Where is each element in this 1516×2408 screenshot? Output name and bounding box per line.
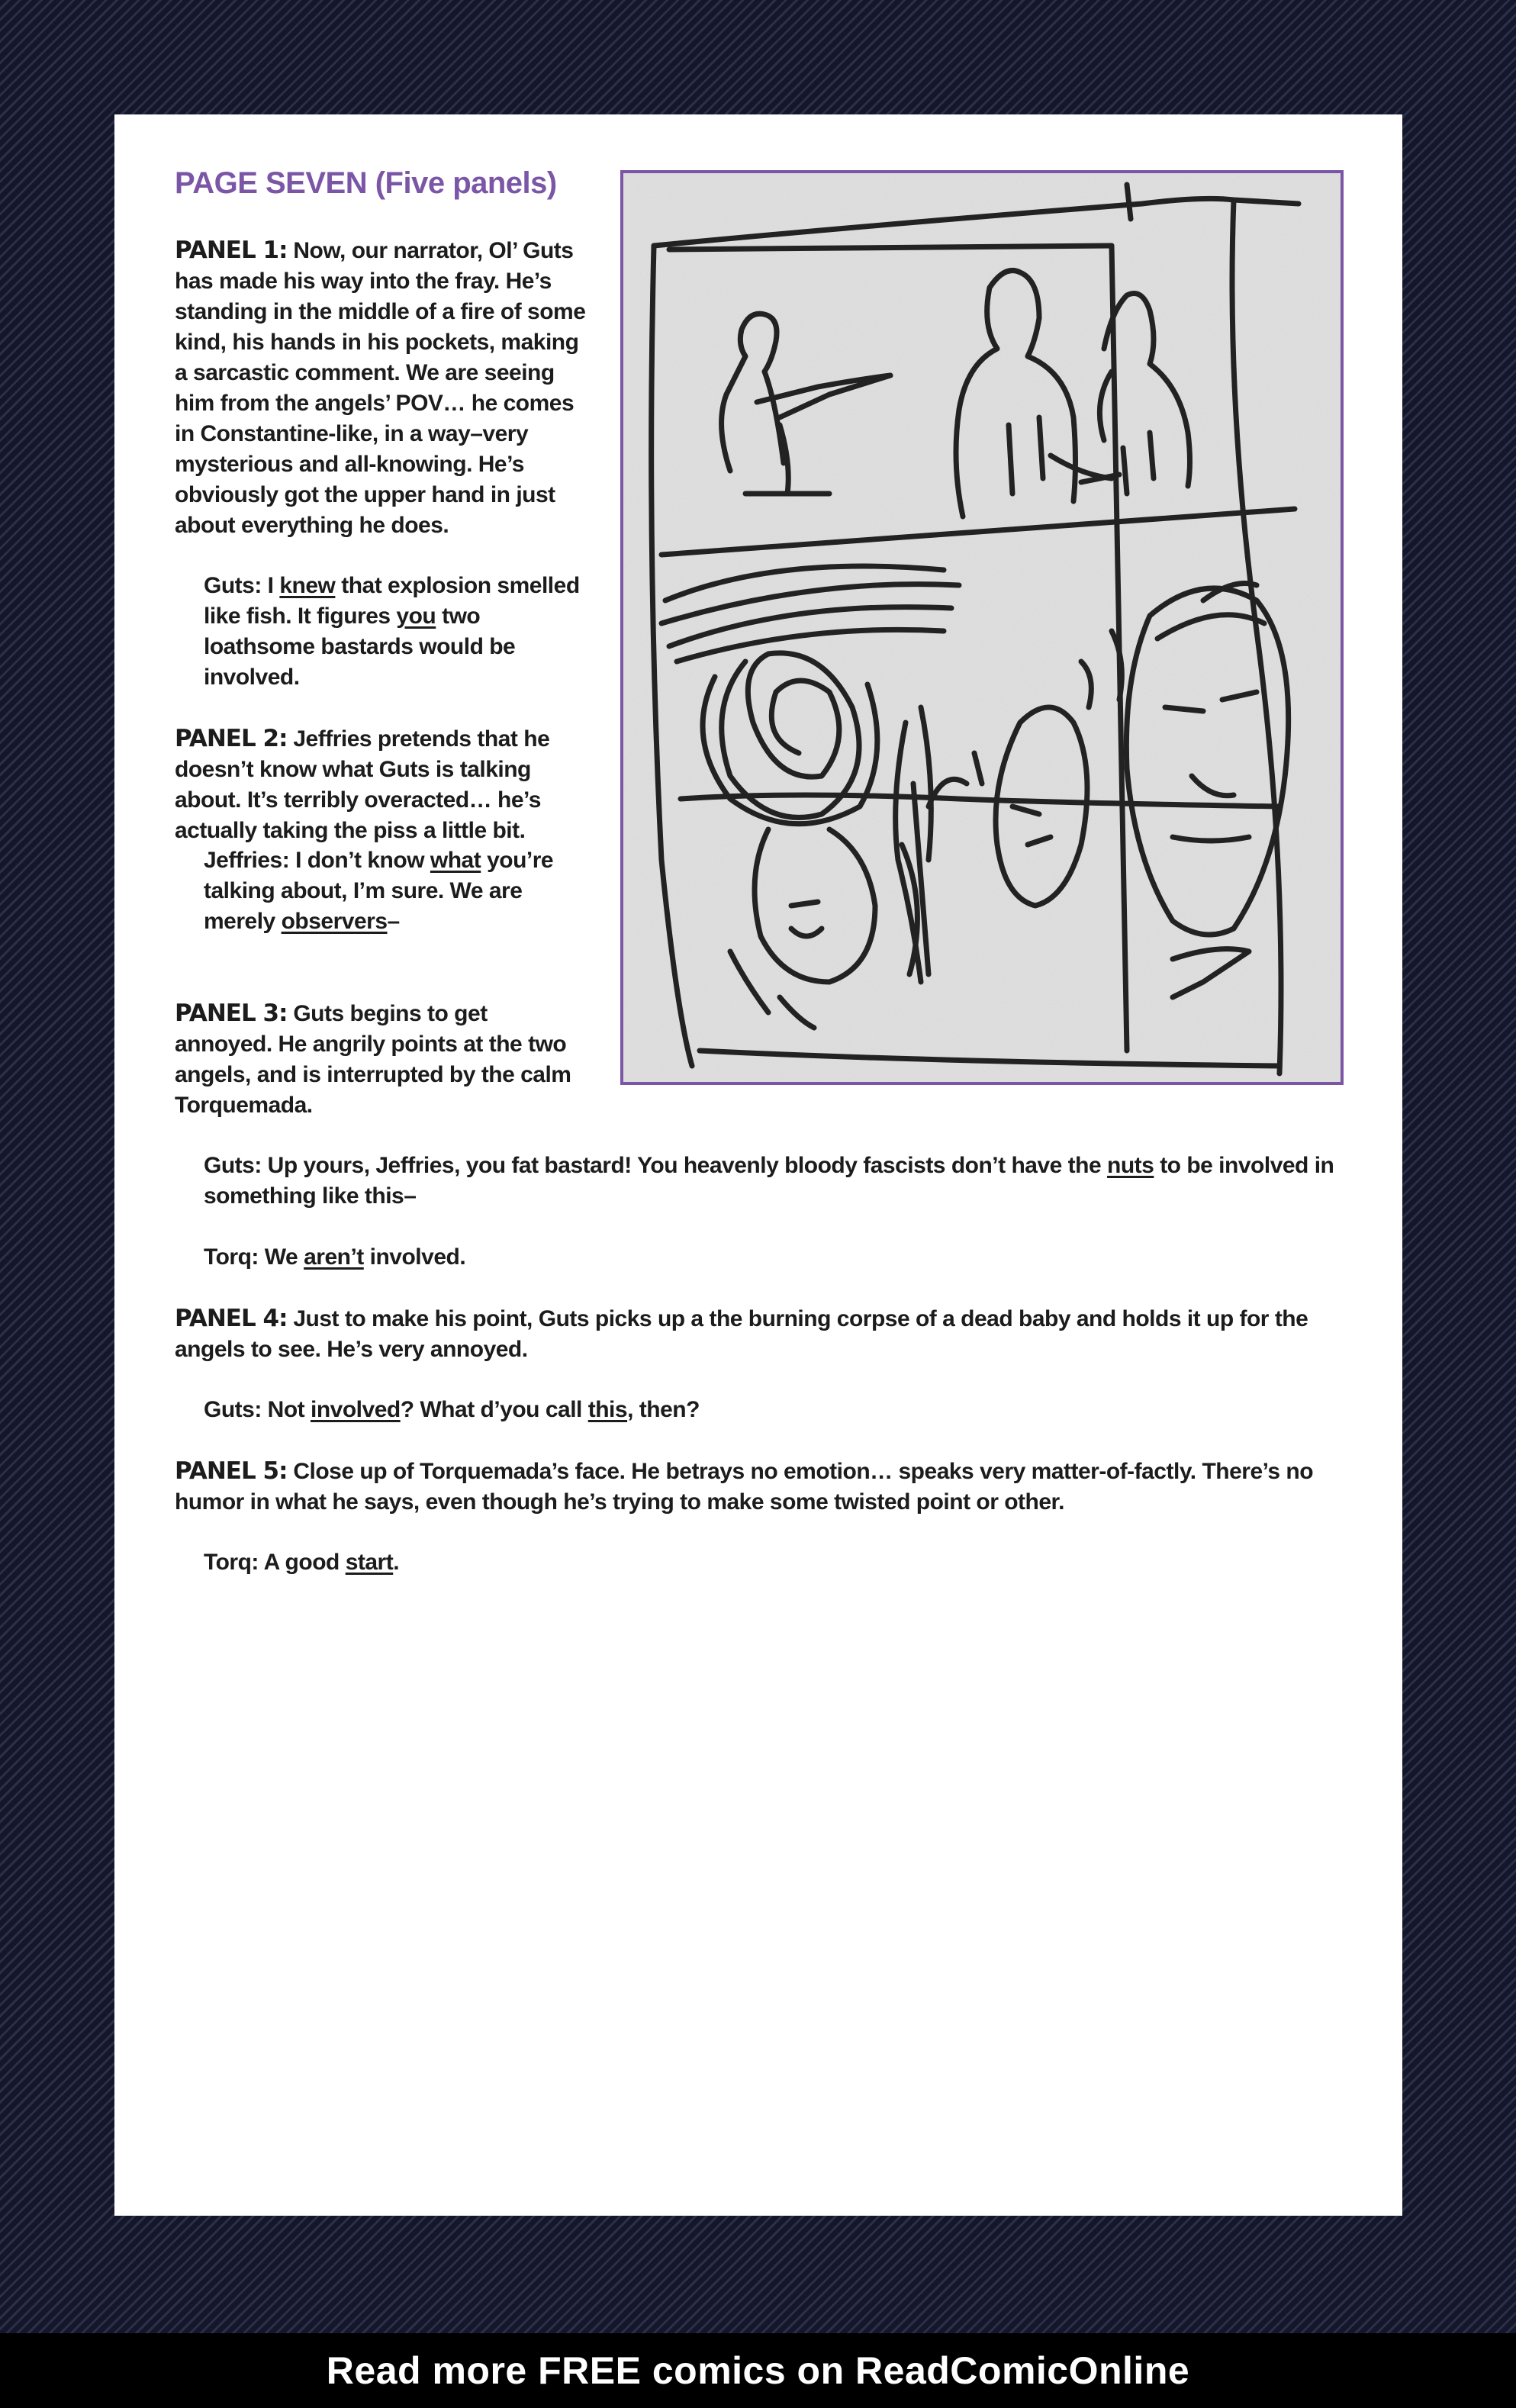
panel-1-text: Now, our narrator, Ol’ Guts has made his way into the fray. He’s standing in the middle of a fire of some kind, his hands in his pockets, making a sarcastic comment. We are seeing him from the angels’ POV… he comes in Constantine-like, in a way–very mysterious and all-knowing. He’s obviously got the upper hand in just about everything he does.: [175, 238, 586, 538]
panel-3-text: Guts begins to get annoyed. He angrily points at the two angels, and is interrupted by the calm Torquemada.: [175, 1001, 571, 1118]
emphasis: aren’t: [304, 1244, 364, 1270]
emphasis: this: [587, 1397, 628, 1422]
panel-4-text: Just to make his point, Guts picks up a the burning corpse of a dead baby and holds it up for the angels to see. He’s very annoyed.: [175, 1306, 1308, 1362]
speaker: Torq:: [204, 1244, 259, 1270]
dialogue-guts-2: Guts: Up yours, Jeffries, you fat bastard! You heavenly bloody fascists don’t have the nuts to be involved in something like this–: [204, 1153, 1334, 1209]
panel-2-description: [175, 723, 587, 846]
script-page: [114, 114, 1402, 2216]
dialogue-torq-2: Torq: A good start.: [204, 1550, 400, 1575]
promo-footer-text[interactable]: Read more FREE comics on ReadComicOnline: [326, 2349, 1190, 2392]
dialogue-jeffries-1: Jeffries: I don’t know what you’re talking about, I’m sure. We are merely observers–: [204, 848, 554, 934]
page-title: PAGE SEVEN (Five panels): [175, 166, 557, 200]
speaker: Guts:: [204, 573, 262, 598]
promo-footer-bar[interactable]: [0, 2333, 1516, 2408]
emphasis: knew: [279, 573, 336, 598]
emphasis: nuts: [1107, 1153, 1154, 1178]
panel-2-text: Jeffries pretends that he doesn’t know what Guts is talking about. It’s terribly overacted… he’s actually taking the piss a little bit.: [175, 726, 550, 843]
dialogue-guts-3: Guts: Not involved? What d’you call this, then?: [204, 1397, 700, 1422]
dialogue-guts-1: Guts: I knew that explosion smelled like fish. It figures you two loathsome bastards would be involved.: [204, 573, 580, 690]
emphasis: involved: [311, 1397, 401, 1422]
panel-4-description: [175, 1303, 1342, 1365]
emphasis: you: [396, 604, 436, 629]
thumbnail-sketch: [620, 170, 1344, 1085]
panel-3-label: PANEL 3:: [175, 1000, 288, 1027]
panel-1-label: PANEL 1:: [175, 237, 288, 264]
emphasis: what: [430, 848, 481, 873]
panel-5-text: Close up of Torquemada’s face. He betrays no emotion… speaks very matter-of-factly. There’s no humor in what he says, even though he’s trying to make some twisted point or other.: [175, 1459, 1314, 1515]
panel-5-label: PANEL 5:: [175, 1457, 288, 1485]
panel-4-label: PANEL 4:: [175, 1305, 288, 1332]
dialogue-torq-1: Torq: We aren’t involved.: [204, 1244, 466, 1270]
emphasis: start: [345, 1550, 394, 1575]
panel-1-description: [175, 235, 587, 541]
panel-2-label: PANEL 2:: [175, 725, 288, 752]
speaker: Jeffries:: [204, 848, 290, 873]
panel-3-description: [175, 998, 587, 1121]
emphasis: observers: [281, 909, 388, 934]
speaker: Guts:: [204, 1397, 262, 1422]
sketch-drawing: [623, 173, 1341, 1082]
speaker: Torq:: [204, 1550, 259, 1575]
panel-5-description: [175, 1456, 1342, 1518]
speaker: Guts:: [204, 1153, 262, 1178]
